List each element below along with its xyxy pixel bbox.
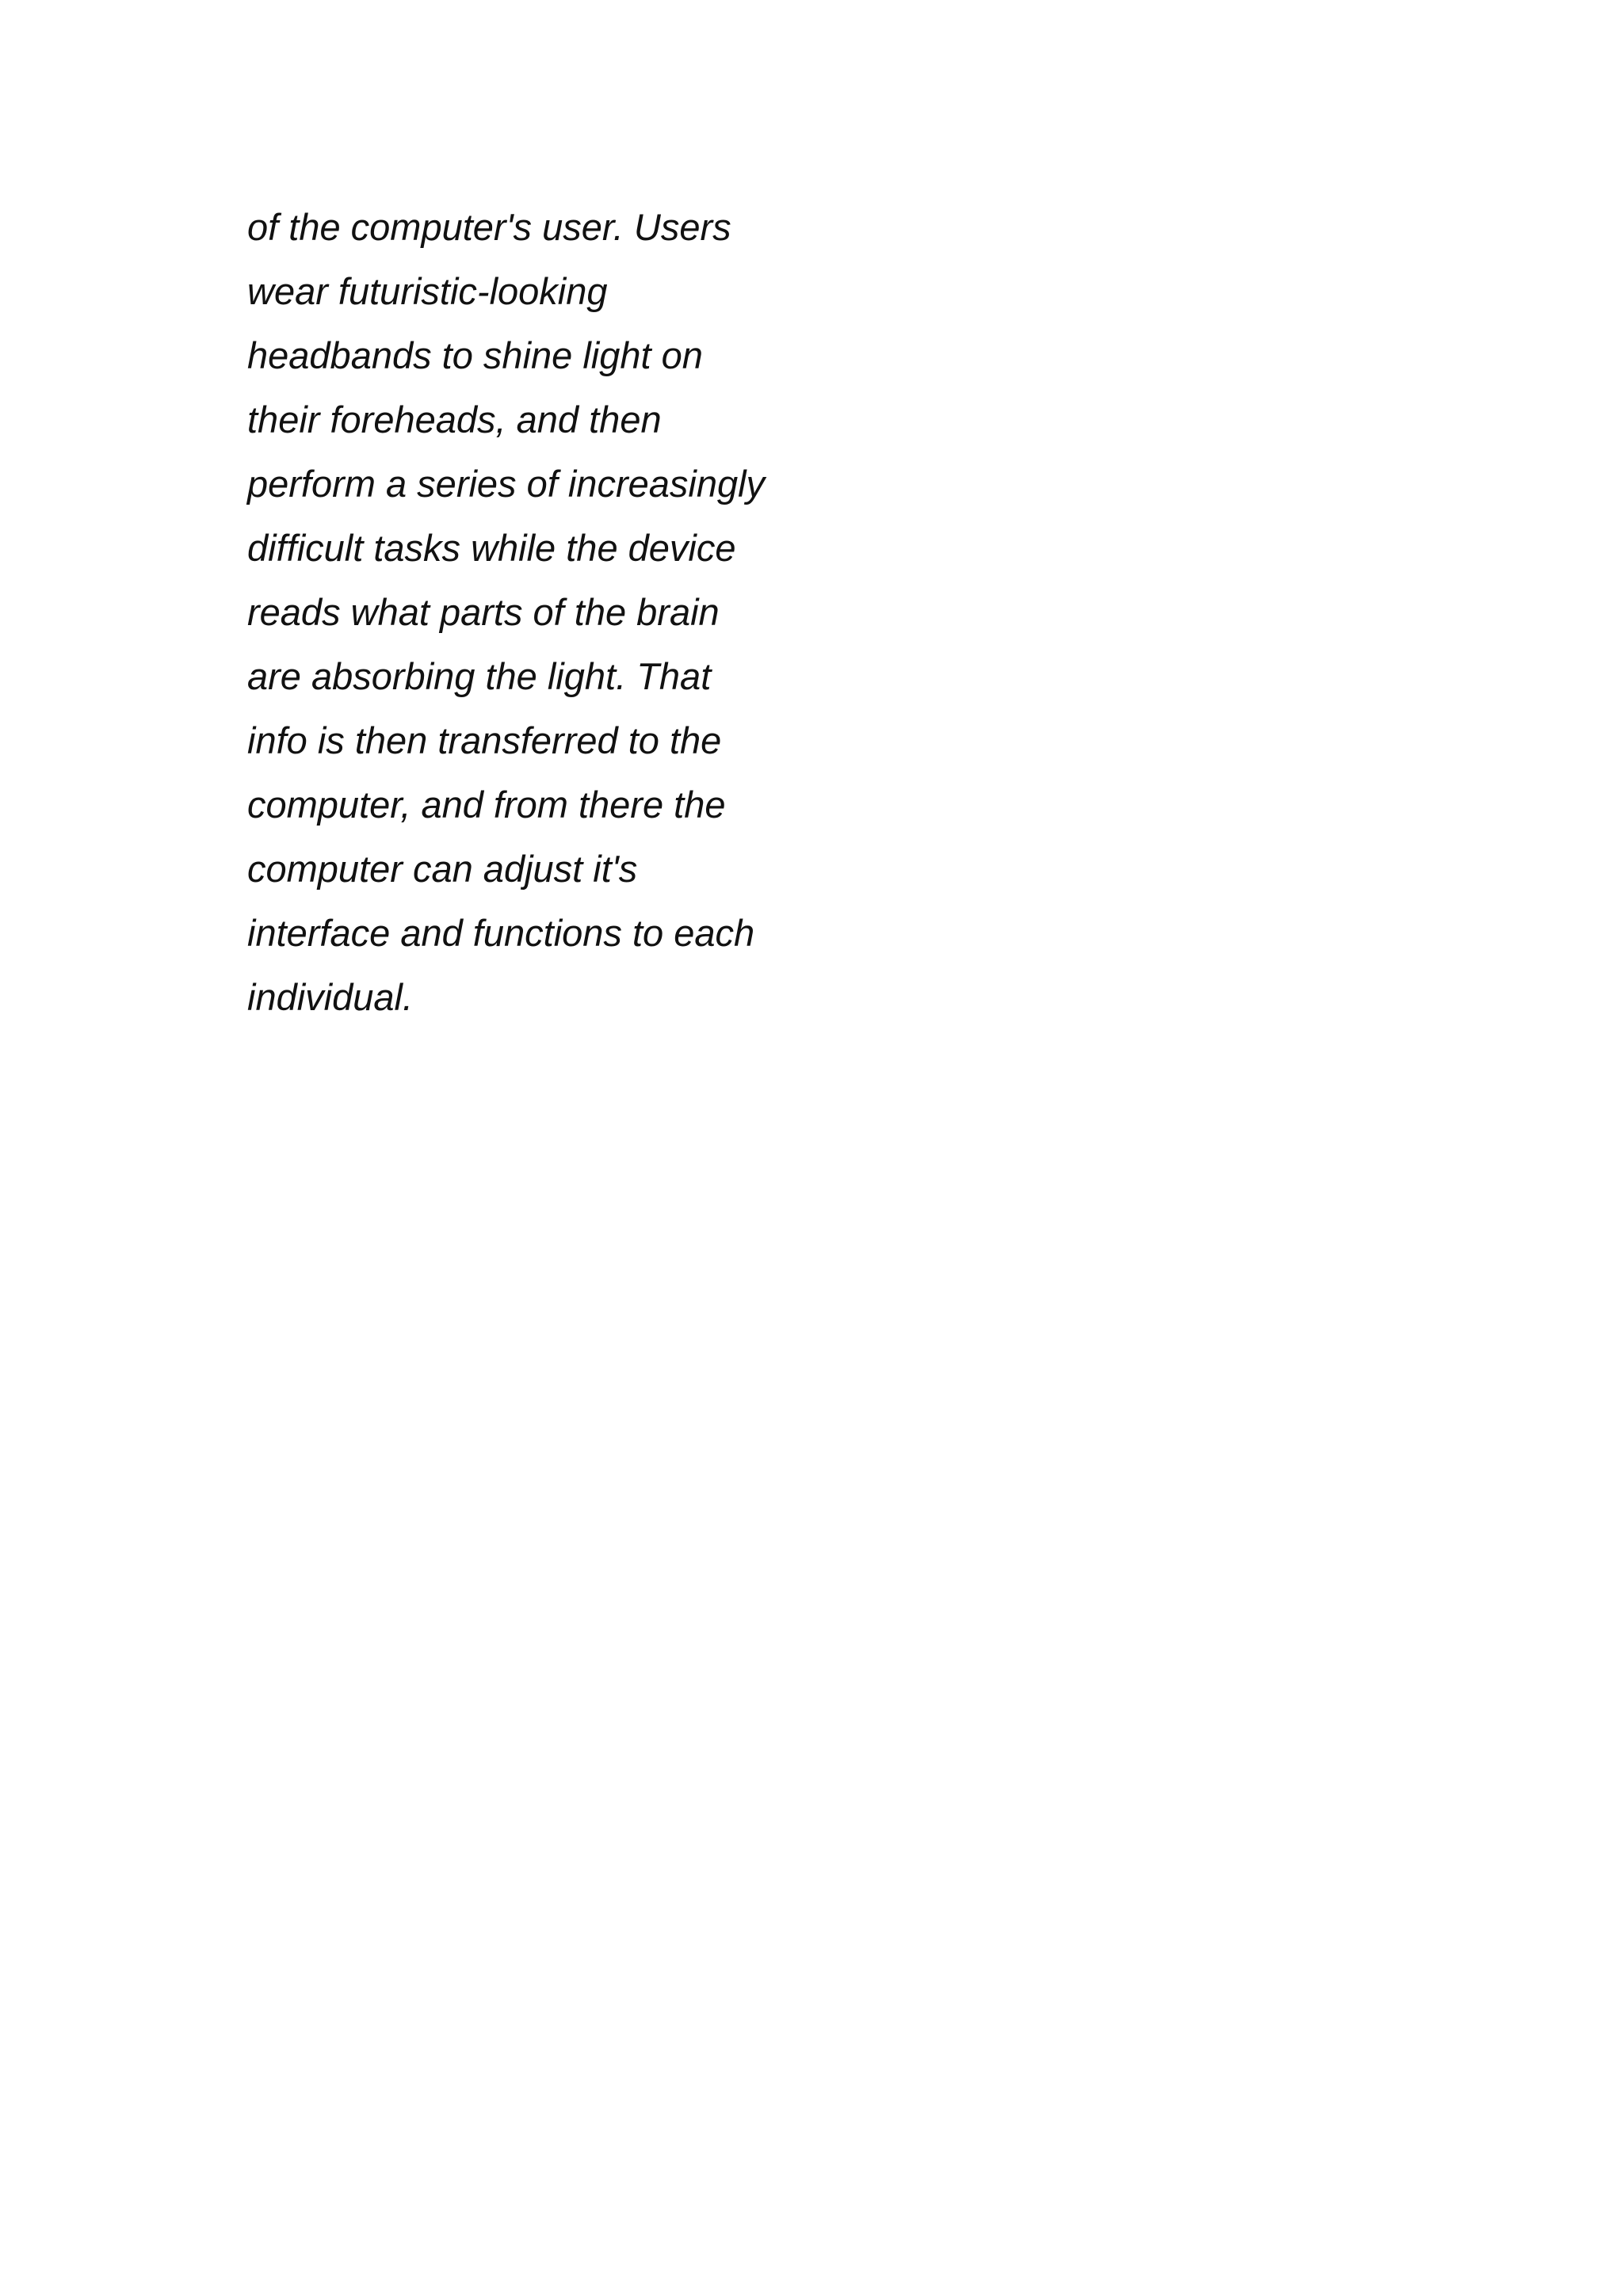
- text-line: computer, and from there the: [247, 784, 726, 826]
- text-line: computer can adjust it's: [247, 848, 638, 890]
- text-line: headbands to shine light on: [247, 334, 703, 376]
- text-line: reads what parts of the brain: [247, 591, 720, 633]
- text-line: individual.: [247, 976, 414, 1018]
- text-line: their foreheads, and then: [247, 399, 662, 441]
- text-line: difficult tasks while the device: [247, 527, 736, 569]
- text-line: are absorbing the light. That: [247, 655, 712, 697]
- text-line: interface and functions to each: [247, 912, 755, 954]
- text-line: wear futuristic-looking: [247, 270, 608, 312]
- text-line: info is then transferred to the: [247, 719, 722, 761]
- body-paragraph: [247, 195, 850, 1029]
- text-line: of the computer's user. Users: [247, 206, 731, 248]
- text-line: perform a series of increasingly: [247, 463, 766, 505]
